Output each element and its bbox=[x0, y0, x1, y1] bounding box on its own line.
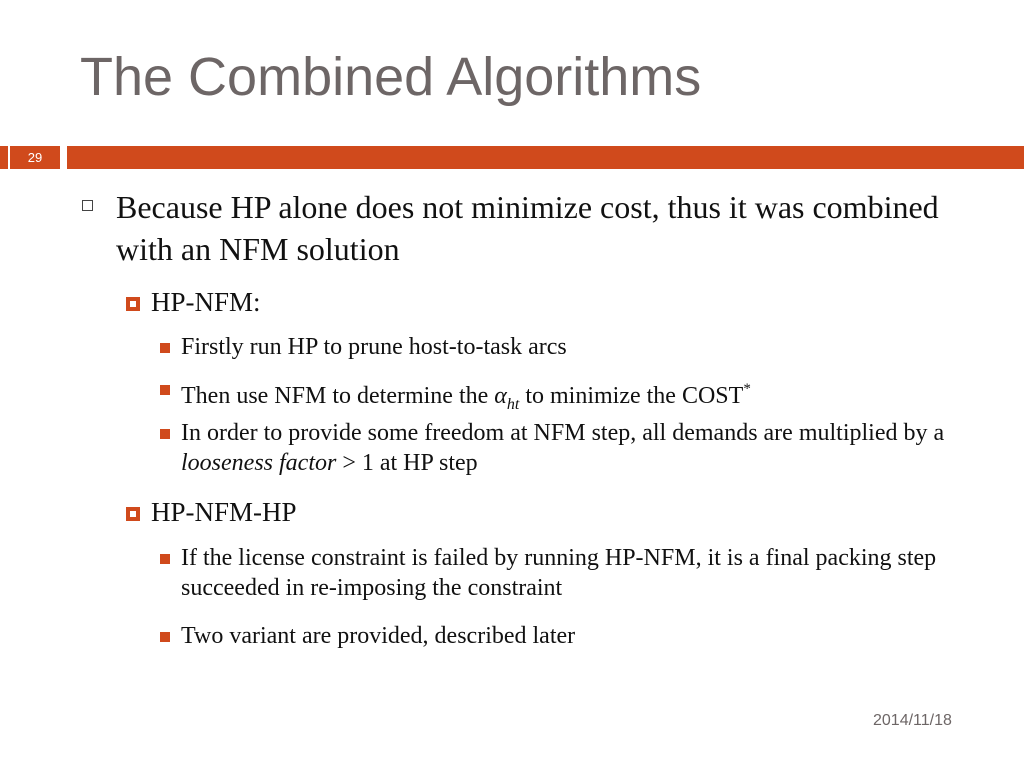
filled-square-bullet-icon bbox=[160, 632, 170, 642]
text-segment: > 1 at HP step bbox=[336, 450, 478, 476]
bullet-text: If the license constraint is failed by running HP-NFM, it is a final packing step succeeded in re-imposing the constraint bbox=[181, 545, 937, 601]
header-rule-left bbox=[0, 146, 8, 169]
bullet-hp-nfm-heading: HP-NFM: bbox=[151, 287, 261, 317]
filled-square-bullet-icon bbox=[160, 343, 170, 353]
bullet-text: Firstly run HP to prune host-to-task arcs bbox=[181, 334, 567, 360]
bullet-text bbox=[181, 374, 981, 420]
framed-square-bullet-icon bbox=[126, 507, 140, 521]
cost-superscript: * bbox=[743, 381, 751, 397]
text-segment: Then use NFM to determine the bbox=[181, 383, 495, 409]
filled-square-bullet-icon bbox=[160, 385, 170, 395]
alpha-symbol: α bbox=[494, 383, 507, 409]
hollow-square-bullet-icon bbox=[82, 200, 93, 211]
bullet-text: Two variant are provided, described later bbox=[181, 623, 576, 649]
filled-square-bullet-icon bbox=[160, 554, 170, 564]
header-rule bbox=[67, 146, 1024, 169]
text-segment: In order to provide some freedom at NFM step, all demands are multiplied by a bbox=[181, 420, 945, 446]
framed-square-bullet-icon bbox=[126, 297, 140, 311]
filled-square-bullet-icon bbox=[160, 429, 170, 439]
looseness-factor-term: looseness factor bbox=[181, 450, 337, 476]
bullet-main-text: Because HP alone does not minimize cost, thus it was combined with an NFM solution bbox=[116, 189, 939, 267]
text-segment: to minimize the COST bbox=[519, 383, 744, 409]
bullet-text bbox=[181, 418, 981, 478]
slide-date: 2014/11/18 bbox=[873, 712, 952, 729]
bullet-hp-nfm-hp-heading: HP-NFM-HP bbox=[151, 497, 297, 527]
alpha-subscript: ht bbox=[506, 396, 520, 413]
slide-number: 29 bbox=[10, 146, 60, 169]
slide-title: The Combined Algorithms bbox=[80, 47, 702, 107]
